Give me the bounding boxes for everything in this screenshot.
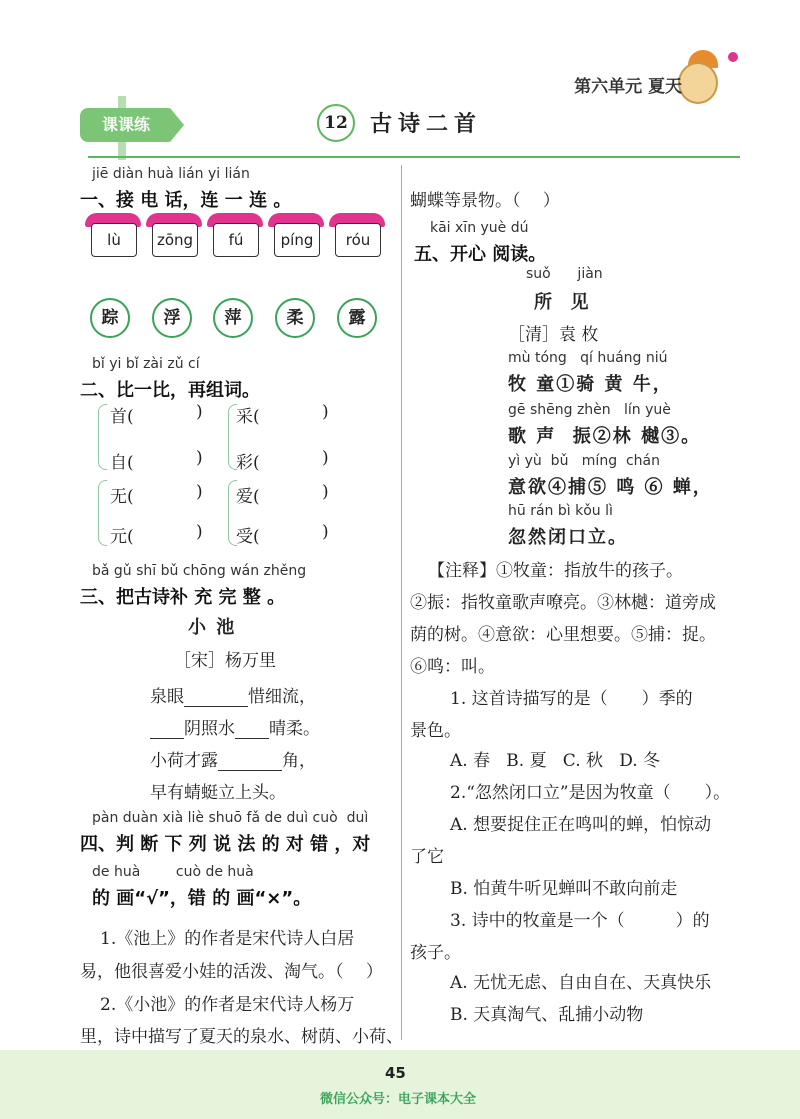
phone-pinyin: fú — [213, 223, 259, 257]
pair-char: 元( — [110, 527, 134, 547]
poem-text-4: 忽然闭口立。 — [508, 527, 628, 548]
pair-char: 采( — [236, 407, 260, 427]
brace-3 — [98, 480, 107, 546]
judge-item-2: 2.《小池》的作者是宋代诗人杨万 — [100, 995, 355, 1015]
phone-pinyin: píng — [274, 223, 320, 257]
poem-py-4: hū rán bì kǒu lì — [508, 503, 613, 519]
notes-line-1: 【注释】①牧童：指放牛的孩子。 — [428, 561, 683, 581]
poem-py-1: mù tóng qí huáng niú — [508, 350, 668, 366]
pair-close: ) — [196, 448, 203, 468]
lesson-number: 12 — [317, 104, 355, 142]
question-3b: 孩子。 — [410, 943, 461, 963]
poem-line-2: 阴照水 晴柔。 — [150, 714, 320, 739]
question-3: 3. 诗中的牧童是一个（ ）的 — [450, 911, 710, 931]
lesson-title: 古诗二首 — [370, 111, 483, 137]
poem-title-xiaochi: 小 池 — [188, 617, 237, 638]
question-2-option-a-cont: 了它 — [410, 847, 444, 867]
question-2-option-b[interactable]: B. 怕黄牛听见蝉叫不敢向前走 — [450, 879, 678, 899]
pair-char: 自( — [110, 453, 134, 473]
page-number: 45 — [385, 1064, 406, 1082]
unit-label: 第六单元 夏天 — [574, 77, 682, 97]
pair-char: 爱( — [236, 487, 260, 507]
practice-badge: 课课练 — [80, 108, 172, 142]
s5-title: 五、开心 阅读。 — [414, 244, 547, 265]
phone-3[interactable] — [207, 213, 263, 257]
s5-pinyin: kāi xīn yuè dú — [430, 220, 529, 236]
question-2: 2.“忽然闭口立”是因为牧童（ ）。 — [450, 783, 731, 803]
badge-arrow — [170, 108, 184, 142]
char-circle-3[interactable]: 萍 — [213, 298, 253, 338]
s3-title: 三、把古诗补 充 完 整 。 — [80, 587, 286, 608]
poem-line-3: 小荷才露 角， — [150, 751, 316, 771]
blank-field[interactable] — [184, 688, 248, 707]
header-rule — [88, 156, 740, 158]
s4-title-2: 的 画“√”，错 的 画“×”。 — [92, 888, 312, 909]
phone-pinyin: róu — [335, 223, 381, 257]
question-3-option-b[interactable]: B. 天真淘气、乱捕小动物 — [450, 1005, 644, 1025]
phone-pinyin: lù — [91, 223, 137, 257]
question-3-option-a[interactable]: A. 无忧无虑、自由自在、天真快乐 — [450, 973, 712, 993]
poem-title-suojian: 所 见 — [534, 292, 591, 313]
question-1: 1. 这首诗描写的是（ ）季的 — [450, 689, 693, 709]
notes-line-4: ⑥鸣：叫。 — [410, 657, 495, 677]
pair-close: ) — [196, 522, 203, 542]
notes-line-3: 荫的树。④意欲：心里想要。⑤捕：捉。 — [410, 625, 716, 645]
pair-char: 彩( — [236, 453, 260, 473]
poem-text-2: 歌 声 振②林 樾③。 — [508, 426, 702, 447]
question-1-options[interactable]: A. 春 B. 夏 C. 秋 D. 冬 — [450, 751, 661, 771]
s4-title-1: 四、判 断 下 列 说 法 的 对 错 ，对 — [80, 834, 371, 855]
char-circle-1[interactable]: 踪 — [90, 298, 130, 338]
continue-text: 蝴蝶等景物。（ ） — [410, 191, 560, 211]
column-divider — [401, 165, 402, 1040]
poem-author: ［宋］杨万里 — [174, 651, 276, 671]
mascot-icon — [678, 62, 718, 104]
phone-5[interactable] — [329, 213, 385, 257]
s4-pinyin-1: pàn duàn xià liè shuō fǎ de duì cuò duì — [92, 810, 369, 826]
s3-pinyin: bǎ gǔ shī bǔ chōng wán zhěng — [92, 563, 307, 579]
s1-title: 一、接 电 话，连 一 连 。 — [80, 190, 292, 211]
question-2-option-a[interactable]: A. 想要捉住正在鸣叫的蝉，怕惊动 — [450, 815, 712, 835]
phone-2[interactable] — [146, 213, 202, 257]
blank-field[interactable] — [235, 720, 269, 739]
pair-close: ) — [322, 402, 329, 422]
judge-item-2b: 里，诗中描写了夏天的泉水、树荫、小荷、 — [80, 1027, 403, 1047]
poem-text-1: 牧 童①骑 黄 牛， — [508, 374, 673, 395]
poem-title-pinyin: suǒ jiàn — [526, 266, 603, 282]
pair-char: 受( — [236, 527, 260, 547]
balloon-icon — [728, 52, 738, 62]
pair-close: ) — [322, 448, 329, 468]
footer-band — [0, 1050, 800, 1119]
phone-4[interactable] — [268, 213, 324, 257]
s1-pinyin: jiē diàn huà lián yi lián — [92, 166, 250, 182]
judge-item-1: 1.《池上》的作者是宋代诗人白居 — [100, 929, 355, 949]
pair-char: 首( — [110, 407, 134, 427]
char-circle-5[interactable]: 露 — [337, 298, 377, 338]
s2-pinyin: bǐ yi bǐ zài zǔ cí — [92, 356, 200, 372]
pair-close: ) — [322, 522, 329, 542]
notes-line-2: ②振：指牧童歌声嘹亮。③林樾：道旁成 — [410, 593, 716, 613]
char-circle-2[interactable]: 浮 — [152, 298, 192, 338]
poem-py-2: gē shēng zhèn lín yuè — [508, 402, 671, 418]
blank-field[interactable] — [218, 752, 282, 771]
poem-py-3: yì yù bǔ míng chán — [508, 453, 661, 469]
blank-field[interactable] — [150, 720, 184, 739]
wechat-watermark: 微信公众号：电子课本大全 — [320, 1092, 477, 1107]
poem-text-3: 意欲④捕⑤ 鸣 ⑥ 蝉， — [508, 477, 713, 498]
char-circle-4[interactable]: 柔 — [275, 298, 315, 338]
phone-1[interactable] — [85, 213, 141, 257]
s2-title: 二、比一比，再组词。 — [80, 380, 260, 401]
poem-line-4: 早有蜻蜓立上头。 — [150, 783, 286, 803]
pair-close: ) — [196, 482, 203, 502]
judge-item-1b: 易，他很喜爱小娃的活泼、淘气。（ ） — [80, 962, 383, 982]
poem-line-1: 泉眼 惜细流， — [150, 687, 316, 707]
poem-author-yuanmei: ［清］袁 枚 — [508, 325, 599, 345]
pair-close: ) — [322, 482, 329, 502]
brace-1 — [98, 404, 107, 470]
pair-char: 无( — [110, 487, 134, 507]
s4-pinyin-2: de huà cuò de huà — [92, 864, 254, 880]
question-1b: 景色。 — [410, 721, 461, 741]
pair-close: ) — [196, 402, 203, 422]
phone-pinyin: zōng — [152, 223, 198, 257]
